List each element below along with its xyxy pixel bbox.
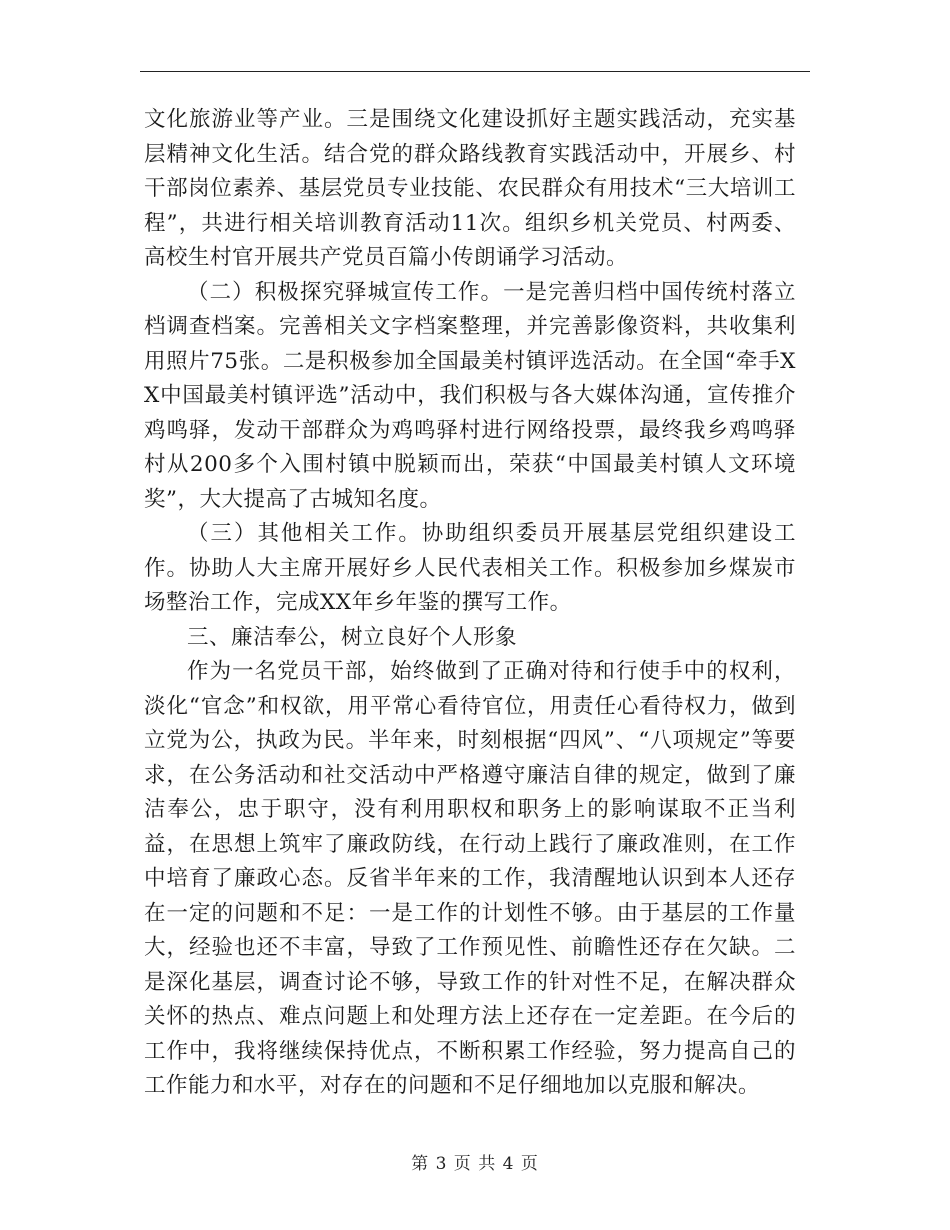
paragraph-2: （二）积极探究驿城宣传工作。一是完善归档中国传统村落立档调查档案。完善相关文字档案整理，并完善影像资料，共收集利用照片75张。二是积极参加全国最美村镇评选活动。在全国“牵手XX中国最美村镇评选”活动中，我们积极与各大媒体沟通，宣传推介鸡鸣驿，发动干部群众为鸡鸣驿村进行网络投票，最终我乡鸡鸣驿村从200多个入围村镇中脱颖而出，荣获“中国最美村镇人文环境奖”，大大提高了古城知名度。 (144, 279, 796, 512)
header-rule (140, 71, 810, 72)
section-heading: 三、廉洁奉公，树立良好个人形象 (187, 624, 518, 650)
paragraph-5: 作为一名党员干部，始终做到了正确对待和行使手中的权利，淡化“官念”和权欲，用平常心看待官位，用责任心看待权力，做到立党为公，执政为民。半年来，时刻根据“四风”、“八项规定”等要求，在公务活动和社交活动中严格遵守廉洁自律的规定，做到了廉洁奉公，忠于职守，没有利用职权和职务上的影响谋取不正当利益，在思想上筑牢了廉政防线，在行动上践行了廉政准则，在工作中培育了廉政心态。反省半年来的工作，我清醒地认识到本人还存在一定的问题和不足：一是工作的计划性不够。由于基层的工作量大，经验也还不丰富，导致了工作预见性、前瞻性还存在欠缺。二是深化基层，调查讨论不够，导致工作的针对性不足，在解决群众关怀的热点、难点问题上和处理方法上还存在一定差距。在今后的工作中，我将继续保持优点，不断积累工作经验，努力提高自己的工作能力和水平，对存在的问题和不足仔细地加以克服和解决。 (144, 659, 796, 1098)
page-number-footer: 第 3 页 共 4 页 (411, 1154, 539, 1174)
paragraph-3: （三）其他相关工作。协助组织委员开展基层党组织建设工作。协助人大主席开展好乡人民代表相关工作。积极参加乡煤炭市场整治工作，完成XX年乡年鉴的撰写工作。 (144, 521, 796, 615)
paragraph-1: 文化旅游业等产业。三是围绕文化建设抓好主题实践活动，充实基层精神文化生活。结合党的群众路线教育实践活动中，开展乡、村干部岗位素养、基层党员专业技能、农民群众有用技术“三大培训工程”，共进行相关培训教育活动11次。组织乡机关党员、村两委、高校生村官开展共产党员百篇小传朗诵学习活动。 (144, 107, 796, 270)
document-body (144, 103, 796, 1104)
